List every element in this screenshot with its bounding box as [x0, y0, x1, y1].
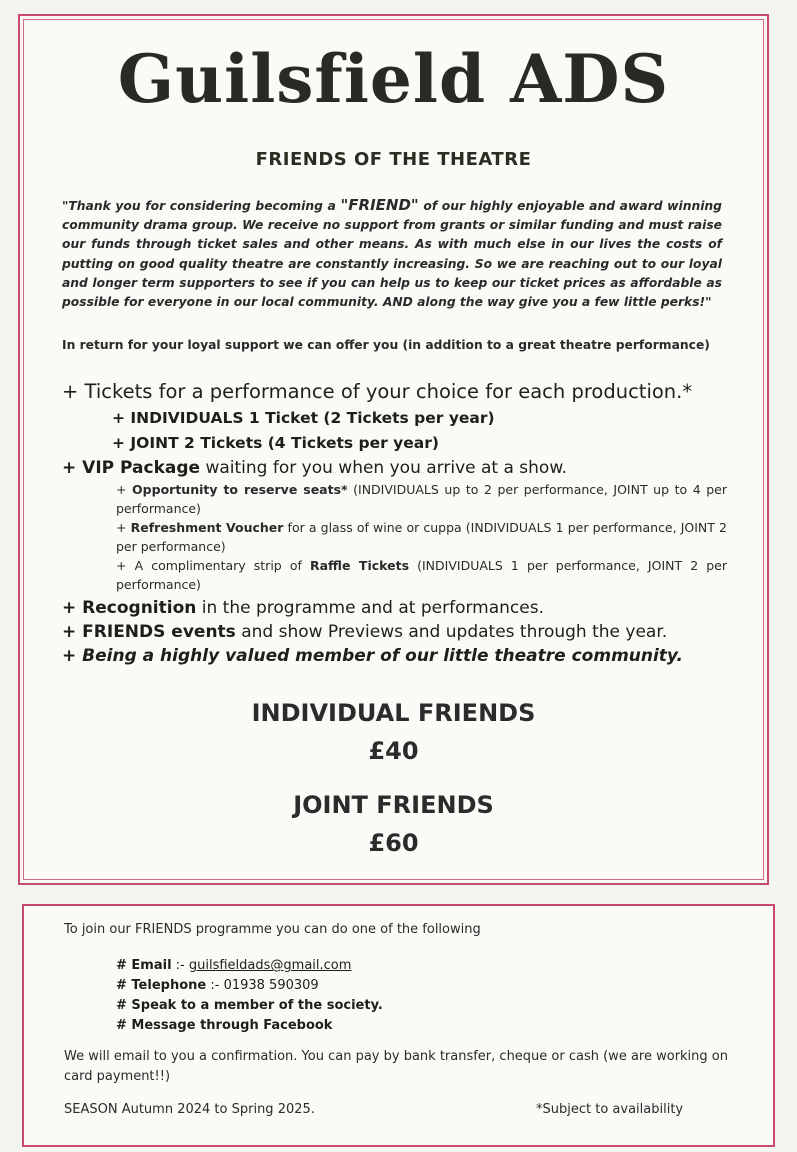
season-text: SEASON Autumn 2024 to Spring 2025.	[64, 1102, 315, 1117]
reserve-rest: (INDIVIDUALS up to 2 per performance, JOINT up to 4 per performance)	[116, 482, 727, 516]
benefit-reserve: + Opportunity to reserve seats* (INDIVIDUALS up to 2 per performance, JOINT up to 4 per performance)	[116, 482, 727, 516]
welcome-quote	[62, 196, 722, 312]
individual-label: INDIVIDUAL FRIENDS	[251, 699, 536, 727]
raffle-pre: A complimentary strip of	[134, 558, 310, 573]
page-title: Guilsfield ADS	[117, 40, 670, 118]
recognition-bold: + Recognition	[62, 598, 197, 618]
benefit-tickets: + Tickets for a performance of your choice for each production.*	[62, 380, 693, 403]
events-bold: + FRIENDS events	[62, 622, 236, 642]
individual-price-block	[20, 694, 767, 770]
joint-price: £60	[368, 829, 419, 857]
benefits-intro: In return for your loyal support we can offer you (in addition to a great theatre performance)	[62, 338, 710, 352]
contact-speak	[116, 996, 383, 1016]
facebook-text: # Message through Facebook	[116, 1018, 333, 1033]
confirmation-text: We will email to you a confirmation. You can pay by bank transfer, cheque or cash (we are working on card payment!!)	[64, 1049, 728, 1084]
benefit-valued: + Being a highly valued member of our little theatre community.	[62, 646, 683, 666]
friends-flyer-panel	[18, 14, 769, 885]
individual-price: £40	[368, 737, 419, 765]
benefit-vip	[62, 456, 727, 480]
reserve-bold: Opportunity to reserve seats*	[132, 482, 348, 497]
voucher-rest: for a glass of wine or cuppa (INDIVIDUALS 1 per performance, JOINT 2 per performance)	[116, 520, 727, 554]
email-label: # Email	[116, 958, 172, 973]
quote-friend-word: "FRIEND"	[340, 196, 419, 214]
availability-note: *Subject to availability	[536, 1102, 684, 1117]
contact-facebook	[116, 1016, 383, 1036]
quote-part1: "Thank you for considering becoming a	[62, 199, 341, 213]
contact-email: # Email :- guilsfieldads@gmail.com	[116, 958, 352, 973]
contact-phone: # Telephone :- 01938 590309	[116, 978, 319, 993]
benefit-voucher: + Refreshment Voucher for a glass of wine or cuppa (INDIVIDUALS 1 per performance, JOINT 2 per performance)	[116, 520, 727, 554]
benefit-recognition	[62, 596, 727, 620]
phone-value: 01938 590309	[223, 978, 319, 993]
vip-bold: + VIP Package	[62, 458, 201, 478]
vip-rest: waiting for you when you arrive at a show.	[200, 458, 568, 478]
contact-options	[116, 956, 383, 1036]
raffle-rest: (INDIVIDUALS 1 per performance, JOINT 2 per performance)	[116, 558, 728, 592]
voucher-bold: Refreshment Voucher	[130, 520, 284, 535]
joint-price-block	[20, 786, 767, 862]
benefit-joint: + JOINT 2 Tickets (4 Tickets per year)	[112, 434, 439, 452]
benefits-list	[62, 378, 727, 668]
quote-part2: of our highly enjoyable and award winning community drama group. We receive no support from grants or similar funding and must raise our funds through ticket sales and other means. As with much else in our lives the costs of putting on good quality theatre are constantly increasing. So we are reaching out to our loyal and longer term supporters to see if you can help us to keep our ticket prices as affordable as possible for everyone in our local community. AND along the way give you a few little perks!"	[62, 199, 722, 310]
join-panel	[22, 904, 775, 1147]
email-link[interactable]: guilsfieldads@gmail.com	[188, 958, 352, 973]
speak-text: # Speak to a member of the society.	[116, 998, 383, 1013]
phone-label: # Telephone	[116, 978, 207, 993]
events-rest: and show Previews and updates through the year.	[235, 622, 668, 642]
raffle-bold: Raffle Tickets	[309, 558, 410, 573]
benefit-individuals: + INDIVIDUALS 1 Ticket (2 Tickets per year)	[112, 409, 495, 427]
page-subtitle: FRIENDS OF THE THEATRE	[255, 149, 532, 170]
benefit-raffle: + A complimentary strip of Raffle Tickets (INDIVIDUALS 1 per performance, JOINT 2 per performance)	[116, 558, 728, 592]
join-intro: To join our FRIENDS programme you can do one of the following	[64, 922, 481, 937]
benefit-events	[62, 620, 727, 644]
recognition-rest: in the programme and at performances.	[196, 598, 544, 618]
joint-label: JOINT FRIENDS	[293, 791, 494, 819]
